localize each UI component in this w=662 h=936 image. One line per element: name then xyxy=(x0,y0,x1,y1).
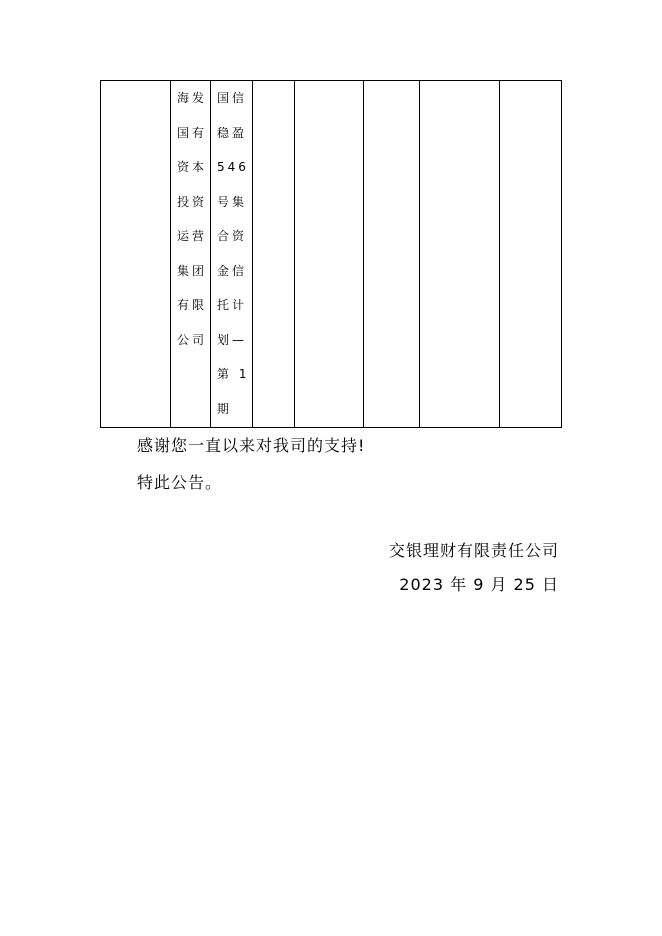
table-row xyxy=(101,81,562,428)
product-line: 第 1 xyxy=(217,367,250,381)
holder-line: 集团 xyxy=(177,263,208,278)
holder-line: 投资 xyxy=(177,194,208,209)
product-name-lines xyxy=(211,81,252,426)
holder-name-lines xyxy=(171,81,210,357)
cell-empty xyxy=(500,81,562,428)
product-line: 稳盈 xyxy=(217,125,248,140)
product-line: 号集 xyxy=(217,194,248,209)
cell-empty xyxy=(420,81,500,428)
holder-line: 有限 xyxy=(177,298,208,312)
holder-line: 资本 xyxy=(177,160,208,174)
holder-line: 运营 xyxy=(177,229,208,243)
product-line: 期 xyxy=(217,401,233,416)
announcement-date: 2023 年 9 月 25 日 xyxy=(399,575,559,594)
holder-line: 海发 xyxy=(177,91,208,105)
product-line: 国信 xyxy=(217,91,248,105)
cell-empty xyxy=(253,81,295,428)
product-line: 托计 xyxy=(217,298,248,312)
holder-line: 公司 xyxy=(177,332,208,347)
product-line: 546 xyxy=(217,160,249,174)
product-line: 划— xyxy=(217,332,248,347)
holder-table xyxy=(100,80,562,428)
company-signature: 交银理财有限责任公司 xyxy=(388,541,559,560)
holder-line: 国有 xyxy=(177,125,208,140)
cell-empty xyxy=(364,81,420,428)
notice-text: 特此公告。 xyxy=(137,473,223,492)
cell-index xyxy=(101,81,171,428)
cell-empty xyxy=(295,81,364,428)
thanks-text: 感谢您一直以来对我司的支持! xyxy=(137,436,366,455)
cell-holder-name xyxy=(171,81,211,428)
cell-product-name xyxy=(211,81,253,428)
product-line: 合资 xyxy=(217,229,248,243)
product-line: 金信 xyxy=(217,263,248,278)
